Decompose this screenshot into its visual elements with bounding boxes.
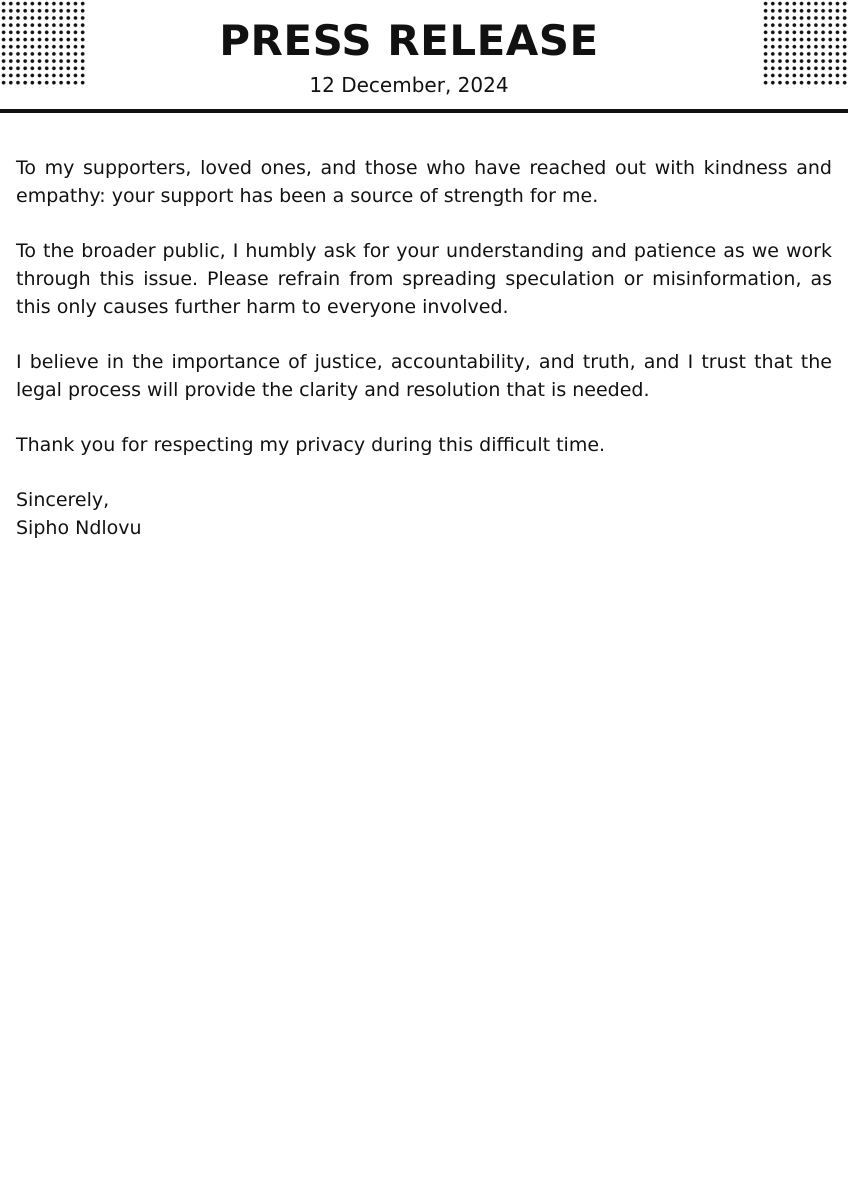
paragraph-public: To the broader public, I humbly ask for your understanding and patience as we work through this issue. Please refrain from spreading speculation or misinformation, as this only causes further harm to everyone involved.	[16, 240, 832, 318]
paragraph-thanks: Thank you for respecting my privacy during this difficult time.	[16, 434, 606, 456]
release-date: 12 December, 2024	[309, 73, 509, 97]
closing-block	[16, 486, 832, 542]
press-release-header	[0, 0, 848, 110]
document-title: PRESS RELEASE	[219, 16, 599, 65]
sign-off: Sincerely,	[16, 489, 110, 511]
header-divider	[0, 109, 848, 113]
press-release-body	[16, 154, 832, 542]
paragraph-supporters: To my supporters, loved ones, and those who have reached out with kindness and empathy: your support has been a source of strength for me.	[16, 157, 832, 207]
paragraph-justice: I believe in the importance of justice, accountability, and truth, and I trust that the legal process will provide the clarity and resolution that is needed.	[16, 351, 832, 401]
signatory-name: Sipho Ndlovu	[16, 517, 142, 539]
